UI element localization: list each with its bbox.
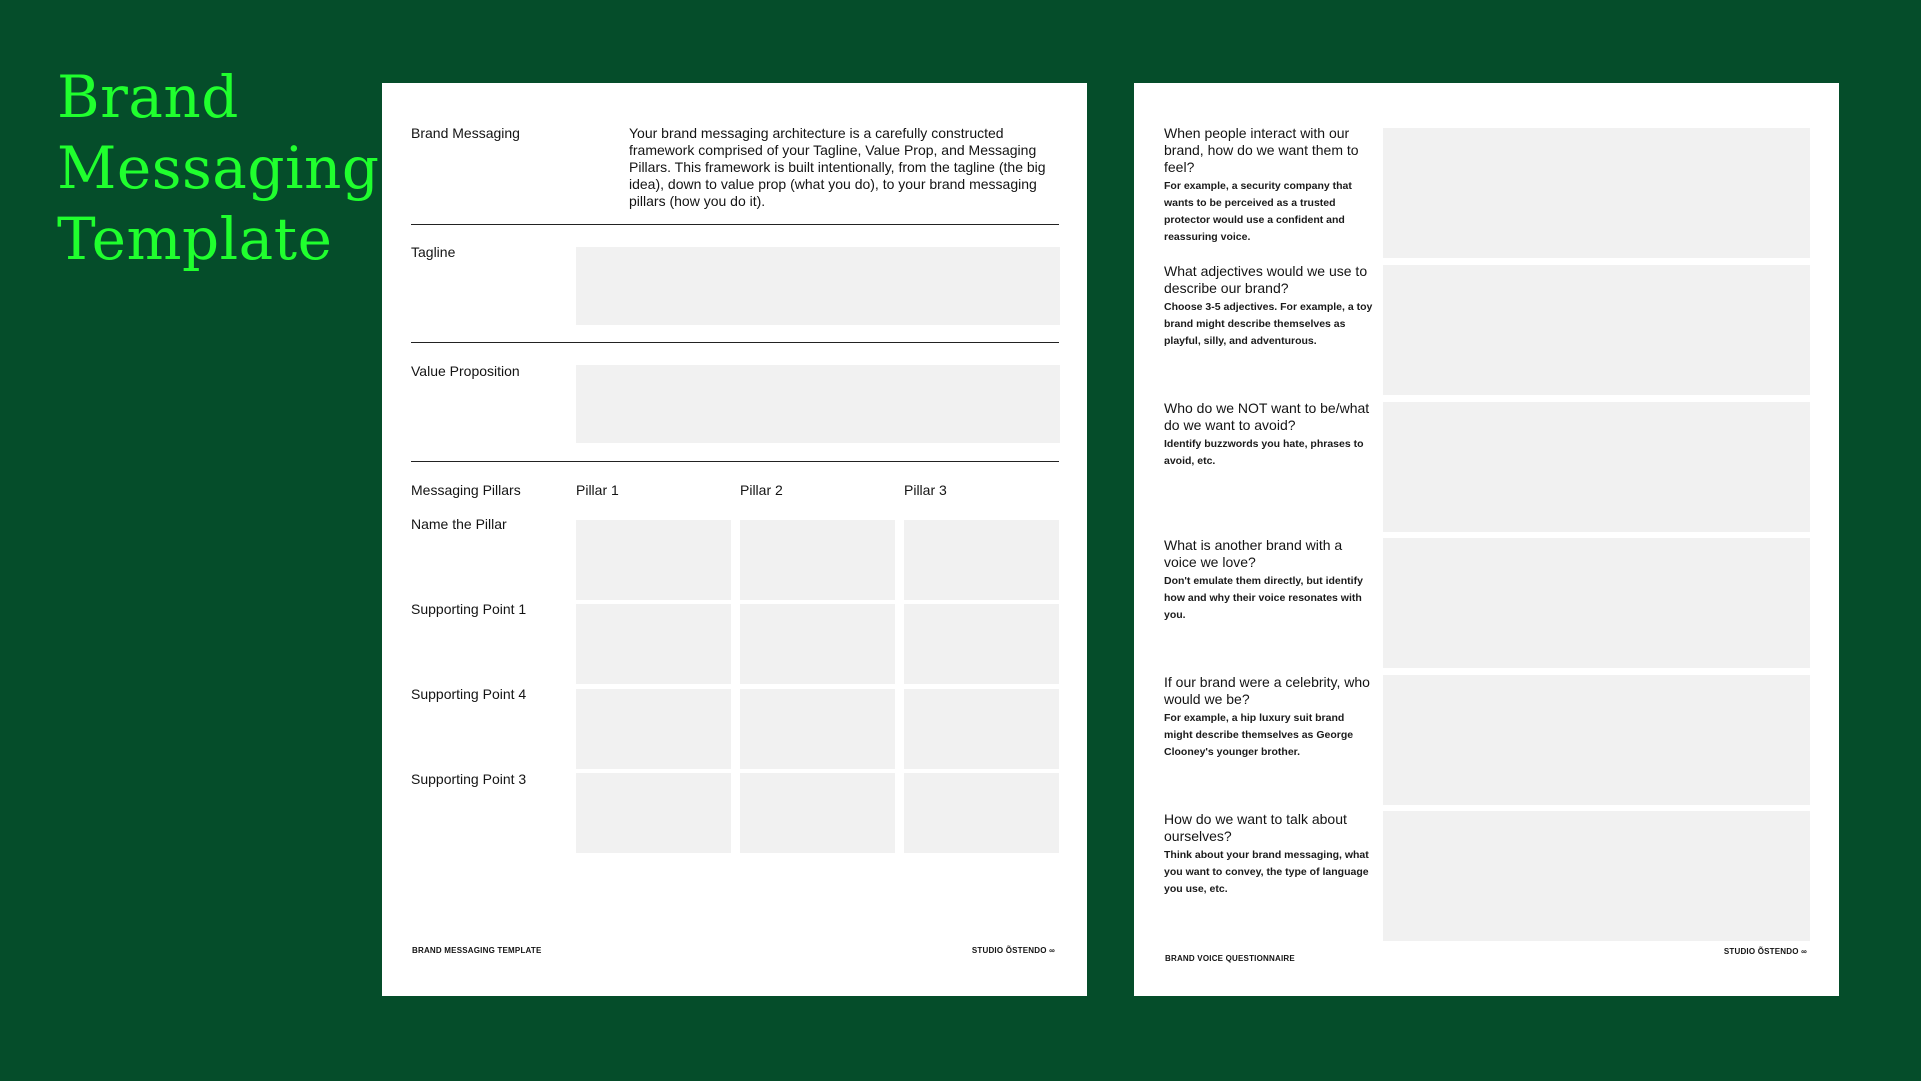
footer-right: STUDIO ÕSTENDO ∞ <box>1723 947 1807 956</box>
row-label-name-pillar: Name the Pillar <box>411 516 507 532</box>
question-block <box>1164 811 1374 898</box>
brand-voice-page <box>1134 83 1839 996</box>
question-help: Identify buzzwords you hate, phrases to avoid, etc. <box>1164 438 1364 467</box>
row-label-supporting-point: Supporting Point 4 <box>411 686 527 702</box>
answer-field[interactable] <box>1383 402 1810 532</box>
question-title: Who do we NOT want to be/what do we want to avoid? <box>1164 400 1370 433</box>
question-help: For example, a security company that wants to be perceived as a trusted protector would use a confident and reassuring voice. <box>1164 180 1352 243</box>
pillar-field[interactable] <box>740 689 895 769</box>
answer-field[interactable] <box>1383 538 1810 668</box>
row-label-supporting-point: Supporting Point 3 <box>411 771 527 787</box>
brand-messaging-label: Brand Messaging <box>411 125 520 141</box>
question-block <box>1164 537 1374 624</box>
question-help: For example, a hip luxury suit brand might describe themselves as George Clooney's younger brother. <box>1164 712 1354 758</box>
pillar-field[interactable] <box>904 520 1059 600</box>
question-block <box>1164 674 1374 761</box>
value-proposition-label: Value Proposition <box>411 363 520 379</box>
question-block <box>1164 125 1374 246</box>
value-proposition-field[interactable] <box>576 365 1060 443</box>
messaging-pillars-label: Messaging Pillars <box>411 482 521 498</box>
divider <box>411 461 1059 462</box>
slide-title <box>57 62 380 275</box>
title-line-1: Brand <box>57 63 239 131</box>
footer-left: BRAND MESSAGING TEMPLATE <box>412 946 542 955</box>
pillar-field[interactable] <box>740 604 895 684</box>
question-title: What is another brand with a voice we love? <box>1164 537 1343 570</box>
question-block <box>1164 400 1374 470</box>
divider <box>411 224 1059 225</box>
pillar-field[interactable] <box>740 520 895 600</box>
pillar-field[interactable] <box>904 689 1059 769</box>
tagline-label: Tagline <box>411 244 456 260</box>
answer-field[interactable] <box>1383 128 1810 258</box>
question-block <box>1164 263 1374 350</box>
pillar-field[interactable] <box>576 520 731 600</box>
question-title: If our brand were a celebrity, who would we be? <box>1164 674 1370 707</box>
question-help: Choose 3-5 adjectives. For example, a toy brand might describe themselves as playful, silly, and adventurous. <box>1164 301 1373 347</box>
pillar-field[interactable] <box>904 773 1059 853</box>
pillar-field[interactable] <box>740 773 895 853</box>
answer-field[interactable] <box>1383 675 1810 805</box>
question-title: When people interact with our brand, how do we want them to feel? <box>1164 125 1359 175</box>
answer-field[interactable] <box>1383 811 1810 941</box>
pillar-field[interactable] <box>576 689 731 769</box>
divider <box>411 342 1059 343</box>
brand-messaging-page <box>382 83 1087 996</box>
pillar-2-header: Pillar 2 <box>740 482 783 498</box>
question-help: Don't emulate them directly, but identify how and why their voice resonates with you. <box>1164 575 1363 621</box>
pillar-3-header: Pillar 3 <box>904 482 947 498</box>
question-help: Think about your brand messaging, what you want to convey, the type of language you use, etc. <box>1164 849 1369 895</box>
title-line-2: Messaging <box>57 134 380 202</box>
pillar-field[interactable] <box>576 773 731 853</box>
pillar-1-header: Pillar 1 <box>576 482 619 498</box>
title-line-3: Template <box>57 205 333 273</box>
tagline-field[interactable] <box>576 247 1060 325</box>
question-title: How do we want to talk about ourselves? <box>1164 811 1347 844</box>
brand-messaging-description: Your brand messaging architecture is a carefully constructed framework comprised of your Tagline, Value Prop, and Messaging Pillars. This framework is built intentionally, from the tagline (the big idea), down to value prop (what you do), to your brand messaging pillars (how you do it). <box>629 125 1046 209</box>
pillar-field[interactable] <box>576 604 731 684</box>
footer-right: STUDIO ÕSTENDO ∞ <box>971 946 1055 955</box>
row-label-supporting-point: Supporting Point 1 <box>411 601 527 617</box>
answer-field[interactable] <box>1383 265 1810 395</box>
question-title: What adjectives would we use to describe our brand? <box>1164 263 1368 296</box>
footer-left: BRAND VOICE QUESTIONNAIRE <box>1165 954 1295 963</box>
pillar-field[interactable] <box>904 604 1059 684</box>
